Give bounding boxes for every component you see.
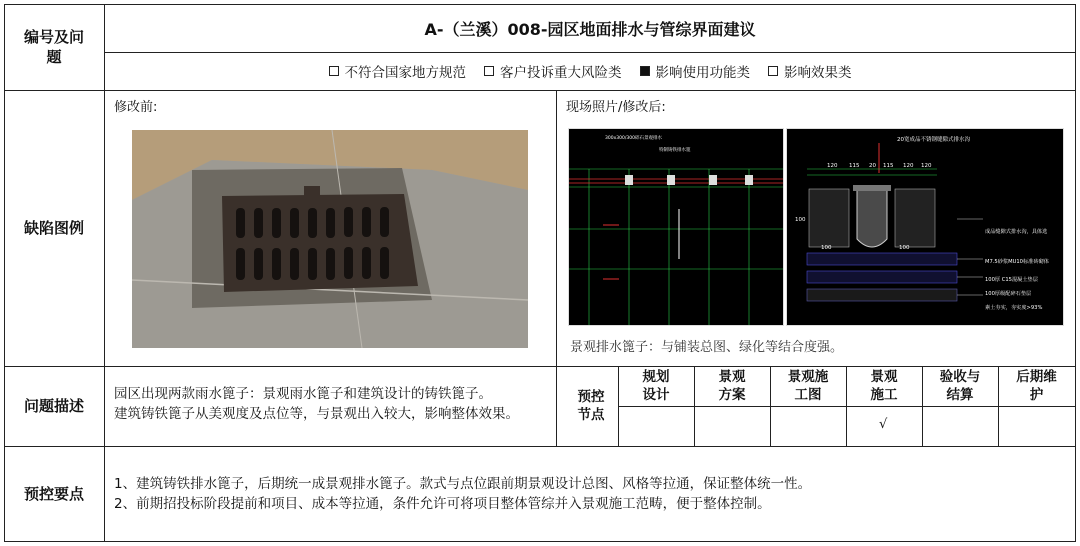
before-photo [132,130,528,348]
stage-header: 后期维护 [1016,369,1057,403]
row-label-control-points: 预控要点 [23,485,84,503]
grid-line [618,406,1076,407]
grid-line [4,446,1076,447]
cad-note: 20宽成品不锈钢缝隙式排水沟 [897,137,970,143]
category-label: 不符合国家地方规范 [344,65,466,81]
category-checklist [104,52,1076,90]
cad-dim: 115 [883,163,894,169]
problem-text-line: 建筑铸铁篦子从美观度及点位等，与景观出入较大，影响整体效果。 [114,406,519,422]
cad-dim: 100 [795,217,806,223]
category-item [768,61,852,81]
after-caption: 景观排水篦子：与铺装总图、绿化等结合度强。 [570,340,844,355]
stage-header: 验收与结算 [939,369,981,403]
row-label-problem: 问题描述 [23,397,84,415]
stage-header: 景观施工图 [787,369,829,403]
cad-dim: 115 [849,163,860,169]
checkbox-empty-icon [768,66,778,76]
control-node-label: 预控节点 [577,389,605,423]
category-item [640,61,751,81]
row-label-number-issue: 编号及问题 [23,28,84,66]
before-label: 修改前: [114,100,158,115]
cad-plan-drawing [568,128,784,326]
stage-header: 规划设计 [642,369,670,403]
control-points-text [114,474,1064,514]
cad-dim: 20 [869,163,876,169]
problem-description [114,384,564,424]
control-point-line: 1、建筑铸铁排水篦子，后期统一成景观排水篦子。款式与点位跟前期景观设计总图、风格等拉通，保证整体统一性。 [114,476,812,492]
cad-note: 特制铸铁排水篦 [659,148,691,153]
row-label-defect: 缺陷图例 [23,219,84,237]
checkbox-filled-icon [640,66,650,76]
cad-note: 300x300/300碎石景观排水 [605,136,662,141]
cad-dim: 100 [821,245,832,251]
grid-line [4,90,1076,91]
cad-note: M7.5砂浆MU10标准砖砌体 [985,259,1049,265]
stage-header: 景观施工 [870,369,898,403]
cad-dim: 100 [899,245,910,251]
cad-note: 100厚 C15混凝土垫层 [985,277,1038,283]
cad-dim: 120 [827,163,838,169]
category-label: 影响使用功能类 [655,65,750,81]
control-point-line: 2、前期招投标阶段提前和项目、成本等拉通，条件允许可将项目整体管综并入景观施工范畴，便于整体控制。 [114,496,771,512]
stage-checkmark: √ [879,417,888,432]
cad-note: 素土夯实，夯实度>93% [985,305,1043,311]
after-label: 现场照片/修改后: [566,100,666,115]
cad-section-drawing [786,128,1064,326]
cad-note: 100厚级配碎石垫层 [985,291,1032,297]
problem-text-line: 园区出现两款雨水篦子：景观雨水篦子和建筑设计的铸铁篦子。 [114,386,492,402]
cad-note: 成品缝隙式排水沟，具体选 [985,229,1048,235]
category-item [329,61,467,81]
checkbox-empty-icon [484,66,494,76]
document-sheet [4,4,1076,542]
category-item [484,61,622,81]
stage-header: 景观方案 [718,369,746,403]
cad-dim: 120 [921,163,932,169]
cad-dim: 120 [903,163,914,169]
category-label: 客户投诉重大风险类 [500,65,622,81]
page-title: A-（兰溪）008-园区地面排水与管综界面建议 [424,19,756,39]
checkbox-empty-icon [329,66,339,76]
category-label: 影响效果类 [784,65,852,81]
grid-line [4,541,1076,542]
